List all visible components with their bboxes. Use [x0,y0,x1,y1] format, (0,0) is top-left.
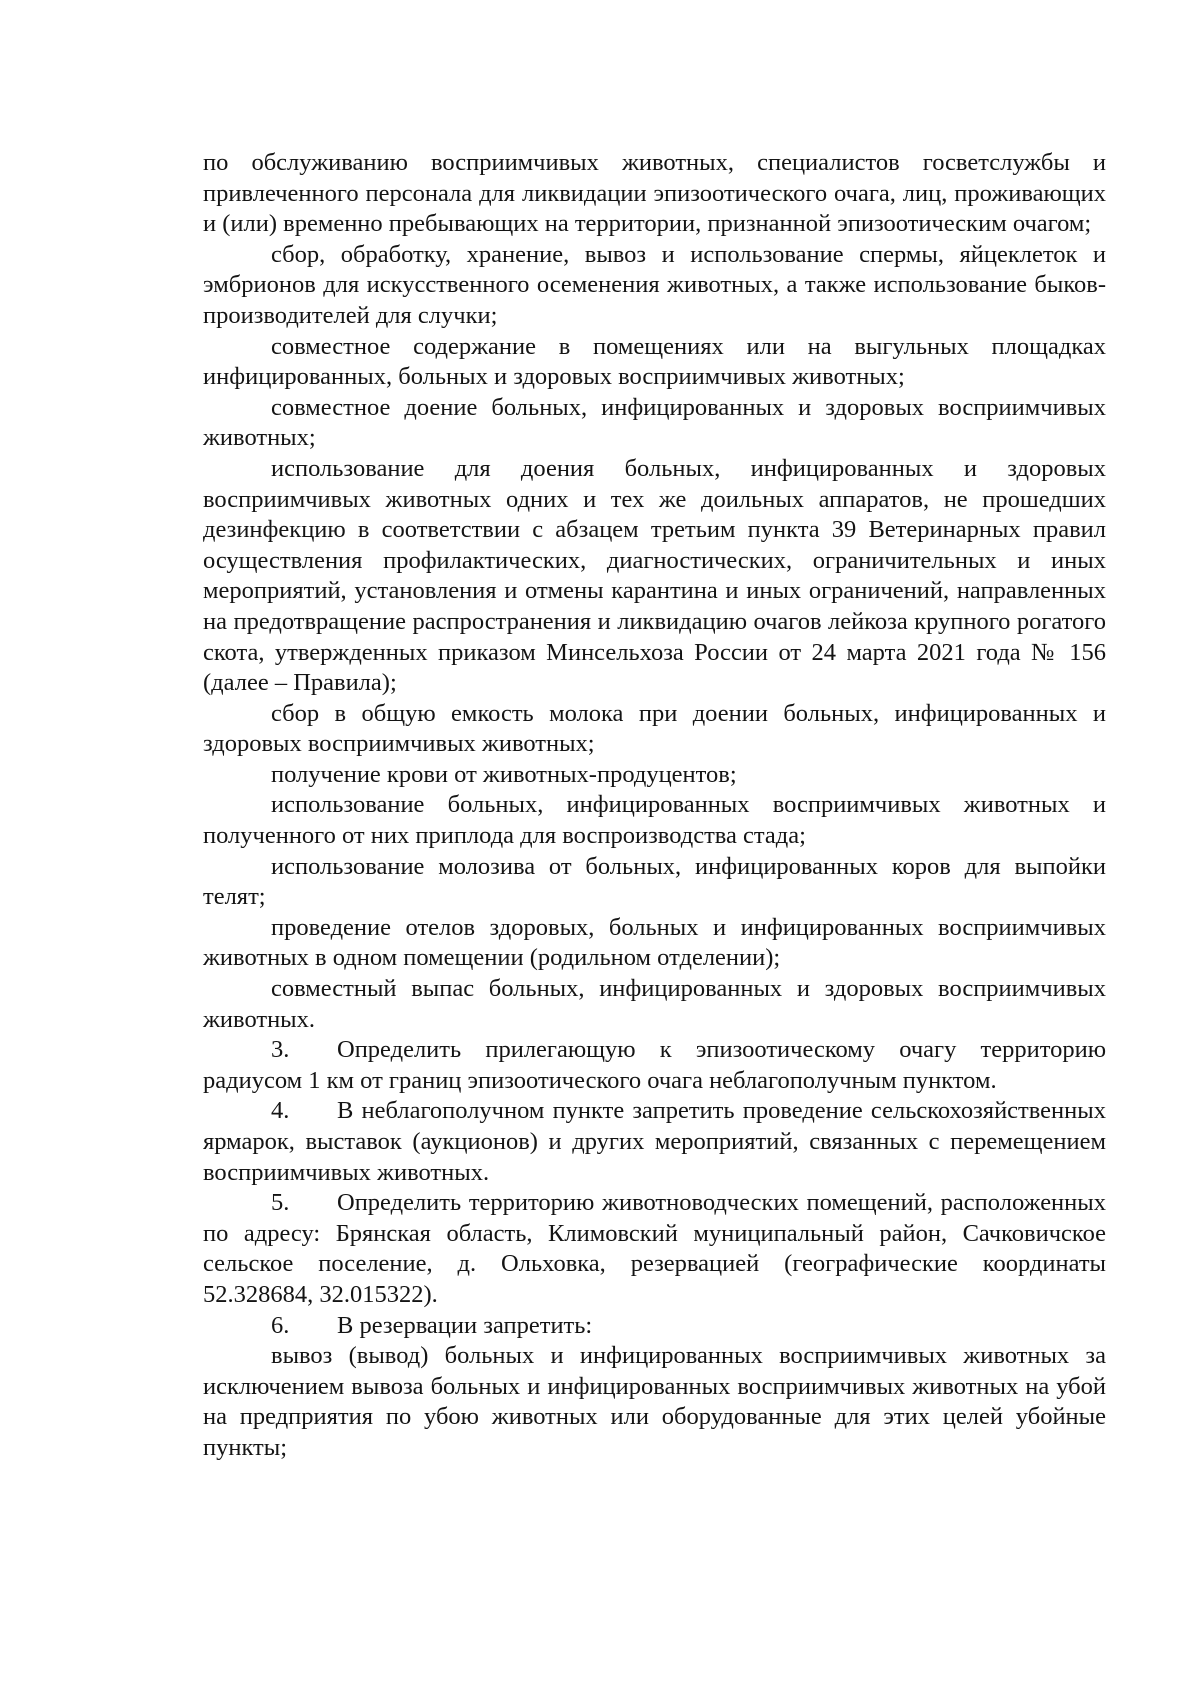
item-text: Определить территорию животноводческих помещений, расположенных по адресу: Брянская область, Климовский муниципальный район, Сачковичское сельское поселение, д. Ольховка, резервацией (географические координаты 52.328684, 32.015322). [203,1189,1106,1308]
item-number: 6. [271,1311,290,1339]
paragraph-colostrum: использование молозива от больных, инфицированных коров для выпойки телят; [203,852,1106,911]
paragraph-joint-milking: совместное доение больных, инфицированных и здоровых восприимчивых животных; [203,393,1106,452]
item-number: 4. [271,1097,290,1125]
paragraph-calving: проведение отелов здоровых, больных и инфицированных восприимчивых животных в одном помещении (родильном отделении); [203,913,1106,972]
numbered-item-3 [203,1035,1106,1096]
paragraph-blood-collection: получение крови от животных-продуцентов; [271,760,737,788]
item-text: В неблагополучном пункте запретить проведение сельскохозяйственных ярмарок, выставок (аукционов) и других мероприятий, связанных с перемещением восприимчивых животных. [203,1097,1106,1186]
paragraph-herd-reproduction: использование больных, инфицированных восприимчивых животных и полученного от них приплода для воспроизводства стада; [203,791,1106,850]
item-number: 3. [271,1036,290,1064]
document-body [203,148,1106,1464]
paragraph-joint-keeping: совместное содержание в помещениях или на выгульных площадках инфицированных, больных и здоровых восприимчивых животных; [203,332,1106,391]
item-number: 5. [271,1189,290,1217]
paragraph-milking-apparatus: использование для доения больных, инфицированных и здоровых восприимчивых животных одних и тех же доильных аппаратов, не прошедших дезинфекцию в соответствии с абзацем третьим пункта 39 Ветеринарных правил осуществления профилактических, диагностических, ограничительных и иных мероприятий, установления и отмены карантина и иных ограничений, направленных на предотвращение распространения и ликвидацию очагов лейкоза крупного рогатого скота, утвержденных приказом Минсельхоза России от 24 марта 2021 года № 156 (далее – Правила); [203,454,1106,697]
paragraph-semen-collection: сбор, обработку, хранение, вывоз и использование спермы, яйцеклеток и эмбрионов для искусственного осеменения животных, а также использование быков-производителей для случки; [203,240,1106,329]
numbered-item-5 [203,1188,1106,1310]
paragraph-milk-collection: сбор в общую емкость молока при доении больных, инфицированных и здоровых восприимчивых животных; [203,699,1106,758]
numbered-item-4 [203,1096,1106,1188]
item-text: В резервации запретить: [337,1311,593,1339]
item-text: Определить прилегающую к эпизоотическому очагу территорию радиусом 1 км от границ эпизоотического очага неблагополучным пунктом. [203,1036,1106,1094]
paragraph-joint-grazing: совместный выпас больных, инфицированных и здоровых восприимчивых животных. [203,975,1106,1033]
paragraph-continuation: по обслуживанию восприимчивых животных, специалистов госветслужбы и привлеченного персонала для ликвидации эпизоотического очага, лиц, проживающих и (или) временно пребывающих на территории, признанной эпизоотическим очагом; [203,149,1106,238]
numbered-item-6 [203,1311,1106,1342]
paragraph-reservation-export: вывоз (вывод) больных и инфицированных восприимчивых животных за исключением вывоза больных и инфицированных восприимчивых животных на убой на предприятия по убою животных или оборудованные для этих целей убойные пункты; [203,1342,1106,1461]
